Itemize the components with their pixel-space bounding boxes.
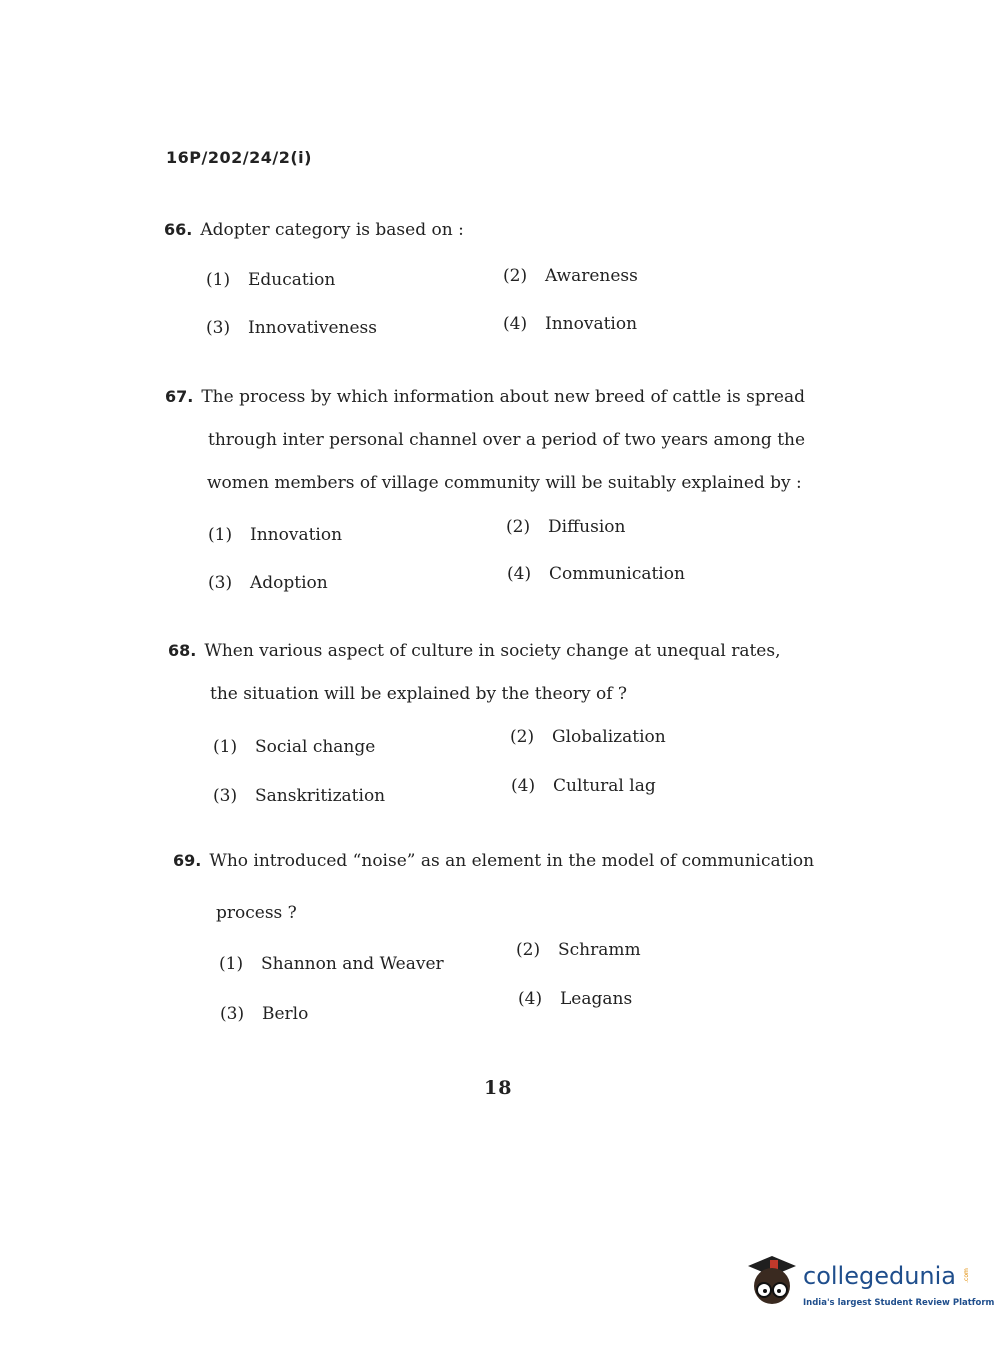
option-67-1 (208, 525, 342, 545)
option-68-1 (213, 737, 375, 757)
question-number: 68. (168, 641, 197, 660)
option-number: (2) (516, 940, 541, 960)
option-text: Globalization (552, 727, 666, 747)
option-number: (2) (510, 727, 535, 747)
question-67-line-2: through inter personal channel over a period of two years among the (208, 430, 806, 450)
page-number: 18 (484, 1077, 513, 1099)
question-68 (168, 641, 780, 661)
option-68-3 (213, 786, 385, 806)
option-number: (3) (220, 1004, 245, 1024)
option-69-4 (518, 989, 632, 1009)
option-number: (2) (503, 266, 528, 286)
option-number: (2) (506, 517, 531, 537)
option-number: (4) (518, 989, 543, 1009)
option-text: Berlo (262, 1004, 309, 1024)
question-67-line-3: women members of village community will be suitably explained by : (207, 473, 802, 493)
option-number: (1) (208, 525, 233, 545)
paper-code: 16P/202/24/2(i) (166, 148, 312, 167)
option-68-4 (511, 776, 656, 796)
question-69 (173, 851, 814, 871)
option-number: (1) (213, 737, 238, 757)
option-69-3 (220, 1004, 308, 1024)
option-number: (3) (206, 318, 231, 338)
option-text: Sanskritization (255, 786, 386, 806)
brand-name: collegedunia (803, 1262, 957, 1290)
question-69-line-2: process ? (216, 903, 297, 923)
option-text: Innovativeness (248, 318, 377, 338)
option-number: (4) (503, 314, 528, 334)
brand-tagline: India's largest Student Review Platform (803, 1298, 995, 1308)
option-text: Adoption (250, 573, 328, 593)
question-number: 66. (164, 220, 193, 239)
option-68-2 (510, 727, 666, 747)
option-text: Schramm (558, 940, 641, 960)
option-text: Innovation (250, 525, 343, 545)
option-66-3 (206, 318, 377, 338)
option-number: (1) (206, 270, 231, 290)
question-66 (164, 220, 464, 240)
option-number: (1) (219, 954, 244, 974)
option-text: Shannon and Weaver (261, 954, 444, 974)
option-67-3 (208, 573, 328, 593)
brand-suffix: .com (962, 1268, 970, 1283)
question-number: 69. (173, 851, 202, 870)
question-text-line-1: The process by which information about new breed of cattle is spread (201, 387, 805, 407)
option-text: Innovation (545, 314, 638, 334)
option-text: Education (248, 270, 336, 290)
option-66-4 (503, 314, 637, 334)
mascot-icon (742, 1252, 800, 1310)
question-67 (165, 387, 805, 407)
option-66-1 (206, 270, 335, 290)
question-68-line-2: the situation will be explained by the theory of ? (210, 684, 628, 704)
question-number: 67. (165, 387, 194, 406)
option-text: Awareness (545, 266, 638, 286)
option-67-4 (507, 564, 685, 584)
option-69-2 (516, 940, 641, 960)
option-text: Leagans (560, 989, 633, 1009)
option-number: (4) (507, 564, 532, 584)
option-67-2 (506, 517, 625, 537)
option-number: (4) (511, 776, 536, 796)
option-number: (3) (213, 786, 238, 806)
option-text: Cultural lag (553, 776, 656, 796)
option-number: (3) (208, 573, 233, 593)
option-text: Social change (255, 737, 376, 757)
question-text-line-1: Who introduced “noise” as an element in the model of communication (209, 851, 815, 871)
question-text-line-1: When various aspect of culture in society change at unequal rates, (204, 641, 781, 661)
option-66-2 (503, 266, 638, 286)
option-text: Communication (549, 564, 685, 584)
question-text: Adopter category is based on : (200, 220, 464, 240)
option-69-1 (219, 954, 444, 974)
option-text: Diffusion (548, 517, 626, 537)
